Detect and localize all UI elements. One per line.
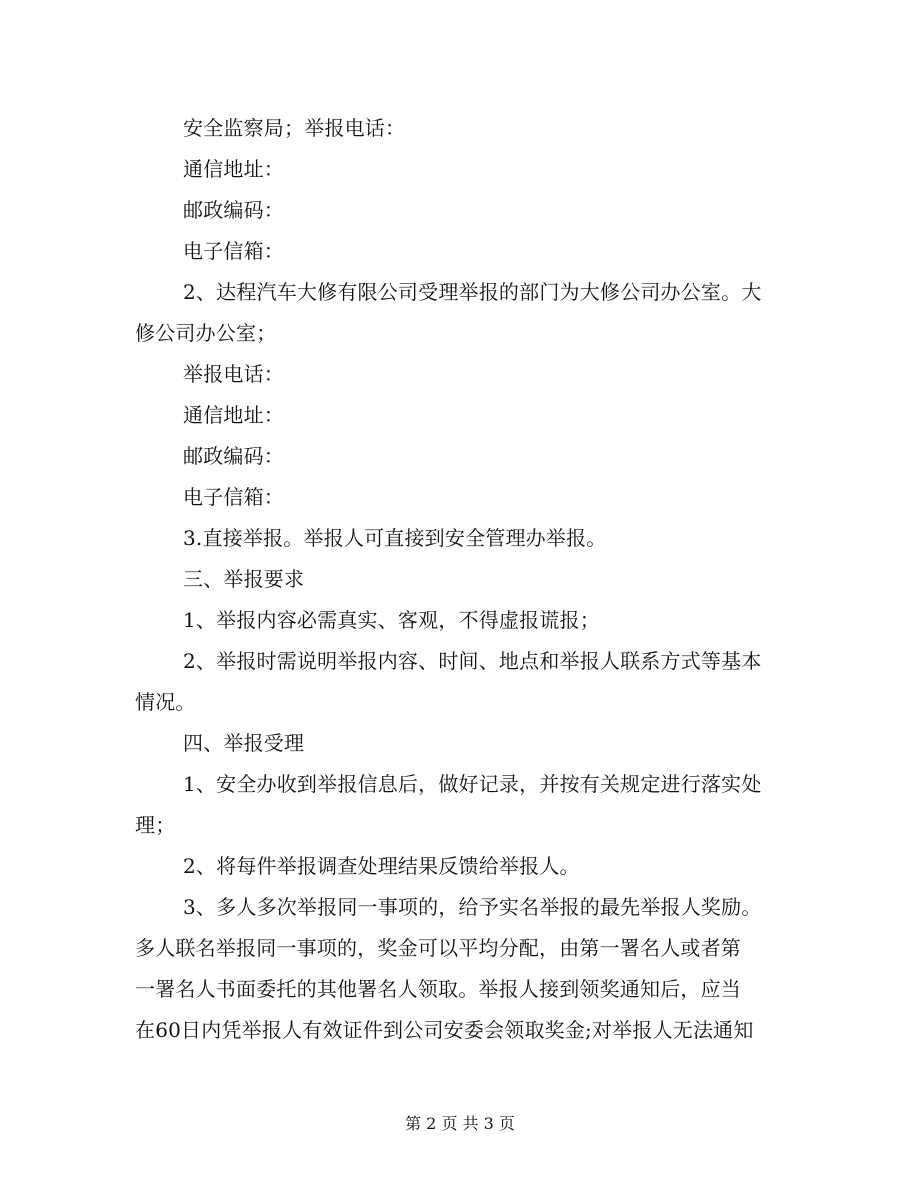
page-number: 第 2 页 共 3 页 xyxy=(405,1114,515,1133)
text-line: 电子信箱： xyxy=(183,485,284,509)
text-line: 通信地址： xyxy=(183,403,284,427)
section-heading: 四、举报受理 xyxy=(183,731,305,755)
text-line: 1、举报内容必需真实、客观，不得虚报谎报； xyxy=(183,608,600,632)
text-line: 举报电话： xyxy=(183,362,284,386)
text-line: 情况。 xyxy=(135,690,196,714)
page-footer xyxy=(0,1114,920,1134)
text-line: 3、多人多次举报同一事项的，给予实名举报的最先举报人奖励。 xyxy=(183,895,762,919)
text-line: 通信地址： xyxy=(183,157,284,181)
text-line: 3.直接举报。举报人可直接到安全管理办举报。 xyxy=(183,526,607,550)
text-line: 邮政编码： xyxy=(183,198,284,222)
text-line: 在60日内凭举报人有效证件到公司安委会领取奖金;对举报人无法通知 xyxy=(135,1018,754,1042)
text-line: 多人联名举报同一事项的，奖金可以平均分配，由第一署名人或者第 xyxy=(135,936,741,960)
text-line: 2、将每件举报调查处理结果反馈给举报人。 xyxy=(183,854,580,878)
text-line: 2、达程汽车大修有限公司受理举报的部门为大修公司办公室。大 xyxy=(183,280,762,304)
text-line: 一署名人书面委托的其他署名人领取。举报人接到领奖通知后，应当 xyxy=(135,977,741,1001)
text-line: 安全监察局；举报电话： xyxy=(183,116,406,140)
text-line: 理； xyxy=(135,813,176,837)
text-line: 修公司办公室； xyxy=(135,321,277,345)
text-line: 1、安全办收到举报信息后，做好记录，并按有关规定进行落实处 xyxy=(183,772,762,796)
text-line: 电子信箱： xyxy=(183,239,284,263)
document-body xyxy=(135,108,785,1051)
section-heading: 三、举报要求 xyxy=(183,567,305,591)
text-line: 邮政编码： xyxy=(183,444,284,468)
text-line: 2、举报时需说明举报内容、时间、地点和举报人联系方式等基本 xyxy=(183,649,762,673)
